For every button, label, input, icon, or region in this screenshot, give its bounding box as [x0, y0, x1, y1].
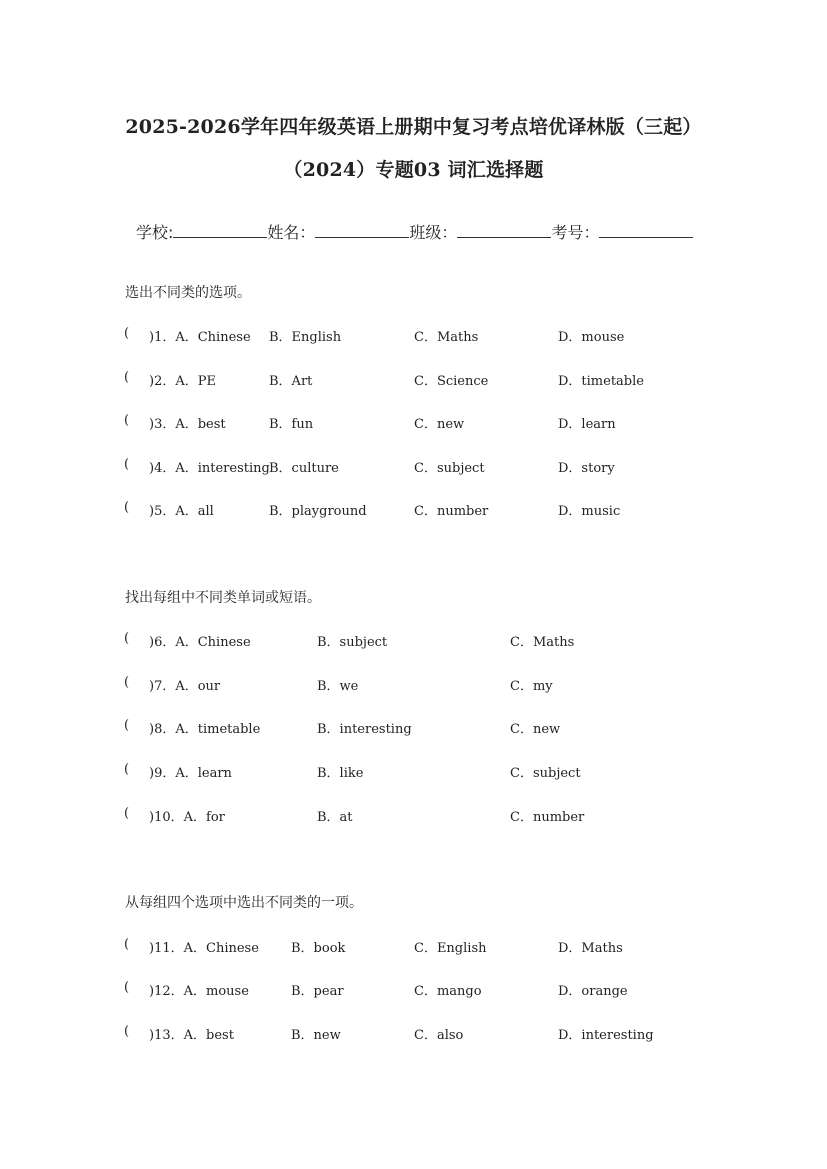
option-a: )4．A．interesting [149, 461, 270, 476]
question-row [0, 980, 827, 1000]
exam-number-label: 考号： [551, 223, 600, 242]
option-d: D．orange [558, 984, 628, 999]
option-b: B．subject [317, 635, 388, 650]
option-b: B．culture [269, 461, 339, 476]
option-a: )12．A．mouse [149, 984, 249, 999]
option-a: )10．A．for [149, 810, 225, 825]
class-label: 班级： [409, 223, 458, 242]
school-label: 学校: [136, 223, 174, 242]
option-c: C．Maths [510, 635, 575, 650]
class-blank[interactable] [457, 223, 551, 238]
option-b: B．new [291, 1028, 341, 1043]
option-b: B．at [317, 810, 353, 825]
option-a: )3．A．best [149, 417, 226, 432]
option-d: D．Maths [558, 941, 623, 956]
option-b: B．pear [291, 984, 344, 999]
question-row [0, 937, 827, 957]
option-d: D．music [558, 504, 621, 519]
school-blank[interactable] [173, 223, 267, 238]
title-line-2: （2024）专题03 词汇选择题 [283, 159, 544, 181]
option-d: D．timetable [558, 374, 644, 389]
section-1-instruction: 选出不同类的选项。 [125, 285, 251, 301]
option-a: )13．A．best [149, 1028, 234, 1043]
option-c: C．subject [414, 461, 485, 476]
option-b: B．English [269, 330, 342, 345]
option-d: D．story [558, 461, 615, 476]
option-a: )11．A．Chinese [149, 941, 259, 956]
option-a: )5．A．all [149, 504, 214, 519]
exam-number-blank[interactable] [599, 223, 693, 238]
option-c: C．Maths [414, 330, 479, 345]
option-b: B．playground [269, 504, 367, 519]
option-c: C．subject [510, 766, 581, 781]
question-row [0, 413, 827, 433]
option-c: C．my [510, 679, 553, 694]
title-line-1: 2025-2026学年四年级英语上册期中复习考点培优译林版（三起） [125, 116, 702, 138]
answer-bracket[interactable]: ( [124, 326, 130, 341]
answer-bracket[interactable]: ( [124, 762, 130, 777]
option-c: C．number [510, 810, 585, 825]
option-c: C．mango [414, 984, 482, 999]
question-row [0, 500, 827, 520]
answer-bracket[interactable]: ( [124, 631, 130, 646]
option-c: C．English [414, 941, 487, 956]
question-row [0, 457, 827, 477]
question-row [0, 806, 827, 826]
question-row [0, 326, 827, 346]
answer-bracket[interactable]: ( [124, 806, 130, 821]
question-row [0, 370, 827, 390]
option-a: )2．A．PE [149, 374, 216, 389]
option-b: B．like [317, 766, 364, 781]
answer-bracket[interactable]: ( [124, 500, 130, 515]
option-d: D．mouse [558, 330, 625, 345]
option-a: )6．A．Chinese [149, 635, 251, 650]
question-row [0, 718, 827, 738]
answer-bracket[interactable]: ( [124, 370, 130, 385]
option-c: C．new [510, 722, 561, 737]
option-a: )7．A．our [149, 679, 221, 694]
answer-bracket[interactable]: ( [124, 937, 130, 952]
name-blank[interactable] [315, 223, 409, 238]
option-b: B．we [317, 679, 359, 694]
question-row [0, 762, 827, 782]
answer-bracket[interactable]: ( [124, 1024, 130, 1039]
option-b: B．fun [269, 417, 314, 432]
option-d: D．learn [558, 417, 616, 432]
answer-bracket[interactable]: ( [124, 718, 130, 733]
option-b: B．interesting [317, 722, 412, 737]
option-c: C．new [414, 417, 465, 432]
option-a: )8．A．timetable [149, 722, 261, 737]
option-c: C．Science [414, 374, 489, 389]
option-a: )1．A．Chinese [149, 330, 251, 345]
option-b: B．Art [269, 374, 313, 389]
option-c: C．also [414, 1028, 464, 1043]
section-3-instruction: 从每组四个选项中选出不同类的一项。 [125, 895, 363, 911]
option-b: B．book [291, 941, 346, 956]
answer-bracket[interactable]: ( [124, 980, 130, 995]
question-row [0, 631, 827, 651]
name-label: 姓名： [267, 223, 316, 242]
answer-bracket[interactable]: ( [124, 413, 130, 428]
answer-bracket[interactable]: ( [124, 675, 130, 690]
student-info-line [136, 220, 693, 243]
answer-bracket[interactable]: ( [124, 457, 130, 472]
question-row [0, 675, 827, 695]
option-c: C．number [414, 504, 489, 519]
option-d: D．interesting [558, 1028, 654, 1043]
section-2-instruction: 找出每组中不同类单词或短语。 [125, 590, 321, 606]
question-row [0, 1024, 827, 1044]
option-a: )9．A．learn [149, 766, 232, 781]
